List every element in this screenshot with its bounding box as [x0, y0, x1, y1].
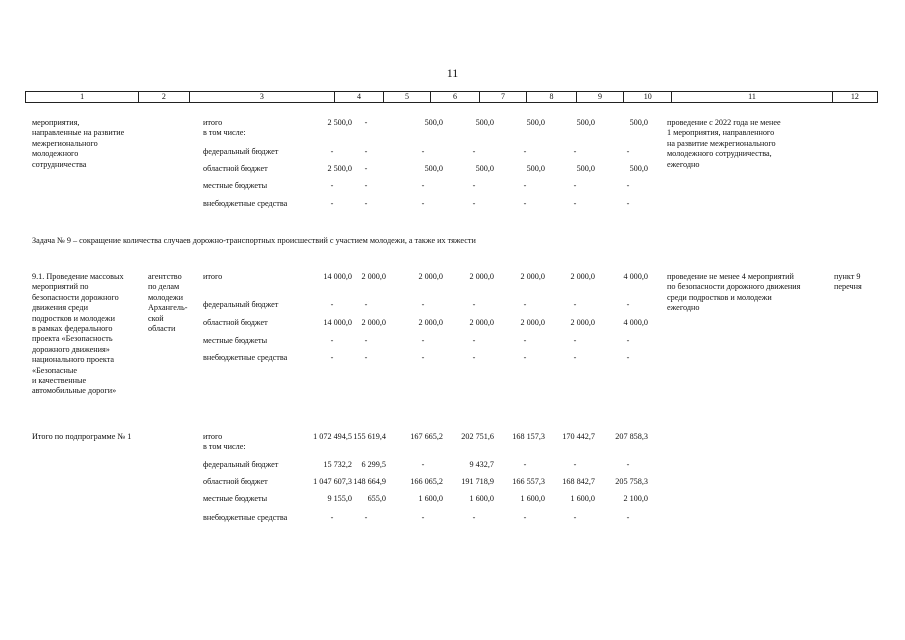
block1-row-value: - — [573, 199, 577, 208]
block2-activity-line: национального проекта — [32, 355, 115, 365]
block2-row-value: - — [330, 353, 334, 362]
block2-row-label: областной бюджет — [203, 318, 268, 327]
header-col-2: 2 — [139, 92, 189, 103]
block1-row-value: - — [364, 199, 368, 208]
block1-result-line: проведение с 2022 года не менее — [667, 118, 781, 127]
block2-activity-line: автомобильные дороги» — [32, 386, 117, 396]
block3-row-value: 9 432,7 — [469, 460, 494, 469]
block2-row-value: 14 000,0 — [323, 272, 352, 281]
block2-row-value: - — [626, 300, 630, 309]
block2-result-line: проведение не менее 4 мероприятий — [667, 272, 794, 281]
subprogram-total-title: Итого по подпрограмме № 1 — [32, 432, 132, 441]
block3-row-value: 148 664,9 — [353, 477, 386, 486]
block2-executor-line: ской — [148, 313, 164, 323]
block2-row-value: 2 000,0 — [520, 318, 545, 327]
block3-row-value: - — [421, 513, 425, 522]
block2-result-line: ежегодно — [667, 303, 700, 313]
block2-row-value: - — [626, 336, 630, 345]
block1-row-label: федеральный бюджет — [203, 147, 279, 156]
block1-activity-line: мероприятия, — [32, 118, 80, 127]
header-col-4: 4 — [335, 92, 383, 103]
block3-row-sublabel: в том числе: — [203, 442, 246, 452]
block3-row-value: - — [523, 460, 527, 469]
block1-row-value: 500,0 — [576, 164, 595, 173]
header-col-12: 12 — [832, 92, 877, 103]
block1-row-value: - — [472, 199, 476, 208]
block3-row-value: 166 065,2 — [410, 477, 443, 486]
block1-activity-line: направленные на развитие — [32, 128, 125, 138]
block1-row-value: 500,0 — [475, 164, 494, 173]
block2-row-value: 4 000,0 — [623, 272, 648, 281]
header-col-6: 6 — [431, 92, 479, 103]
block2-row-value: 2 000,0 — [418, 272, 443, 281]
block3-row-value: 9 155,0 — [327, 494, 352, 503]
block2-row-value: - — [421, 300, 425, 309]
block3-row-value: 170 442,7 — [562, 432, 595, 441]
block1-activity-line: межрегионального — [32, 138, 98, 148]
block1-row-value: 500,0 — [475, 118, 494, 127]
block2-activity-line: в рамках федерального — [32, 324, 113, 333]
block1-row-value: - — [626, 181, 630, 190]
block1-row-value: 2 500,0 — [327, 164, 352, 173]
block3-row-value: - — [364, 513, 368, 522]
block2-row-label: федеральный бюджет — [203, 300, 279, 309]
block1-activity-line: молодежного — [32, 149, 79, 159]
header-col-7: 7 — [479, 92, 527, 103]
block2-row-value: - — [472, 300, 476, 309]
block1-row-value: - — [330, 147, 334, 156]
block2-row-value: - — [330, 336, 334, 345]
block2-row-value: - — [573, 336, 577, 345]
block2-row-label: внебюджетные средства — [203, 353, 288, 362]
block2-row-value: - — [472, 336, 476, 345]
block2-activity-line: «Безопасные — [32, 365, 77, 375]
block1-row-value: - — [573, 181, 577, 190]
block2-activity-line: безопасности дорожного — [32, 292, 119, 302]
block2-activity-line: дорожного движения» — [32, 344, 110, 354]
header-col-8: 8 — [527, 92, 576, 103]
block1-row-value: 2 500,0 — [327, 118, 352, 127]
block1-row-value: - — [523, 181, 527, 190]
block1-row-value: - — [523, 199, 527, 208]
block1-row-value: - — [364, 147, 368, 156]
block1-row-value: - — [472, 181, 476, 190]
header-col-10: 10 — [624, 92, 672, 103]
block2-activity-line: мероприятий по — [32, 282, 89, 292]
block2-row-value: 2 000,0 — [520, 272, 545, 281]
block2-row-value: - — [523, 336, 527, 345]
header-col-1: 1 — [26, 92, 139, 103]
block1-row-value: - — [573, 147, 577, 156]
block1-row-value: 500,0 — [424, 164, 443, 173]
block3-row-value: 191 718,9 — [461, 477, 494, 486]
block2-activity-line: 9.1. Проведение массовых — [32, 272, 124, 281]
block1-row-value: - — [364, 118, 368, 127]
block2-row-value: - — [421, 353, 425, 362]
block3-row-value: 1 600,0 — [570, 494, 595, 503]
block3-row-label: федеральный бюджет — [203, 460, 279, 469]
block2-activity-line: движения среди — [32, 303, 88, 313]
block2-executor-line: области — [148, 324, 176, 333]
block1-result-line: на развитие межрегионального — [667, 138, 776, 148]
block1-row-value: - — [626, 199, 630, 208]
block3-row-label: итого — [203, 432, 223, 441]
block2-row-value: 14 000,0 — [323, 318, 352, 327]
page-number: 11 — [446, 66, 459, 80]
block1-row-value: 500,0 — [576, 118, 595, 127]
block2-ref-line: пункт 9 — [834, 272, 861, 281]
block3-row-value: 202 751,6 — [461, 432, 494, 441]
block3-row-value: 1 072 494,5 — [313, 432, 352, 441]
block3-row-value: 155 619,4 — [353, 432, 386, 441]
block3-row-value: - — [626, 460, 630, 469]
block3-row-value: 655,0 — [367, 494, 386, 503]
block2-row-value: 2 000,0 — [469, 272, 494, 281]
block1-row-value: 500,0 — [526, 164, 545, 173]
block2-row-label: итого — [203, 272, 223, 281]
column-number-header — [25, 91, 878, 103]
header-col-5: 5 — [383, 92, 431, 103]
block3-row-value: 1 600,0 — [520, 494, 545, 503]
block1-row-value: 500,0 — [526, 118, 545, 127]
block3-row-value: 1 600,0 — [469, 494, 494, 503]
block1-result-line: 1 мероприятия, направленного — [667, 128, 775, 138]
block3-row-value: - — [421, 460, 425, 469]
header-col-11: 11 — [672, 92, 833, 103]
block2-row-value: - — [330, 300, 334, 309]
block3-row-value: 15 732,2 — [323, 460, 352, 469]
block2-row-value: 2 000,0 — [570, 272, 595, 281]
block2-result-line: среди подростков и молодежи — [667, 292, 772, 302]
block2-row-value: 2 000,0 — [570, 318, 595, 327]
block3-row-label: местные бюджеты — [203, 494, 268, 503]
block3-row-value: 166 557,3 — [512, 477, 545, 486]
block3-row-value: 205 758,3 — [615, 477, 648, 486]
block3-row-label: внебюджетные средства — [203, 513, 288, 522]
block3-row-value: 168 157,3 — [512, 432, 545, 441]
block2-row-value: - — [364, 353, 368, 362]
block3-row-label: областной бюджет — [203, 477, 268, 486]
block2-row-value: 2 000,0 — [418, 318, 443, 327]
block1-row-value: - — [421, 199, 425, 208]
block1-row-label: итого — [203, 118, 223, 127]
block3-row-value: - — [573, 460, 577, 469]
block1-row-value: - — [330, 181, 334, 190]
block3-row-value: - — [330, 513, 334, 522]
block3-row-value: - — [573, 513, 577, 522]
block2-row-value: 2 000,0 — [361, 272, 386, 281]
block1-row-label: областной бюджет — [203, 164, 268, 173]
block2-executor-line: агентство — [148, 272, 182, 281]
block2-executor-line: молодежи — [148, 292, 183, 302]
block3-row-value: 167 665,2 — [410, 432, 443, 441]
block3-row-value: 6 299,5 — [361, 460, 386, 469]
block3-row-value: - — [523, 513, 527, 522]
block2-activity-line: подростков и молодежи — [32, 313, 115, 323]
block1-row-value: - — [364, 164, 368, 173]
block1-row-sublabel: в том числе: — [203, 128, 246, 138]
block2-result-line: по безопасности дорожного движения — [667, 282, 801, 292]
block2-row-value: 2 000,0 — [361, 318, 386, 327]
header-col-9: 9 — [576, 92, 624, 103]
block1-row-value: - — [626, 147, 630, 156]
block1-row-value: - — [364, 181, 368, 190]
block1-result-line: ежегодно — [667, 159, 700, 169]
block1-row-label: внебюджетные средства — [203, 199, 288, 208]
block1-row-value: - — [421, 147, 425, 156]
block1-row-value: - — [421, 181, 425, 190]
block2-row-value: - — [421, 336, 425, 345]
block2-row-value: - — [523, 300, 527, 309]
block1-row-value: 500,0 — [629, 164, 648, 173]
block1-row-value: - — [472, 147, 476, 156]
block3-row-value: 2 100,0 — [623, 494, 648, 503]
block3-row-value: 207 858,3 — [615, 432, 648, 441]
block3-row-value: - — [626, 513, 630, 522]
block2-row-value: - — [626, 353, 630, 362]
block3-row-value: 1 600,0 — [418, 494, 443, 503]
header-col-3: 3 — [189, 92, 335, 103]
block2-activity-line: и качественные — [32, 376, 87, 385]
block3-row-value: 1 047 607,3 — [313, 477, 352, 486]
block1-row-value: 500,0 — [424, 118, 443, 127]
block2-executor-line: по делам — [148, 282, 180, 292]
block1-result-line: молодежного сотрудничества, — [667, 149, 772, 159]
block2-row-value: - — [364, 336, 368, 345]
task9-heading: Задача № 9 – сокращение количества случаев дорожно-транспортных происшествий с участием молодежи, а также их тяжести — [32, 236, 476, 245]
block3-row-value: - — [472, 513, 476, 522]
block2-row-label: местные бюджеты — [203, 336, 268, 345]
block2-row-value: - — [364, 300, 368, 309]
block1-row-value: - — [330, 199, 334, 208]
block1-row-value: - — [523, 147, 527, 156]
block2-row-value: - — [573, 353, 577, 362]
block2-row-value: - — [523, 353, 527, 362]
block3-row-value: 168 842,7 — [562, 477, 595, 486]
block2-row-value: 2 000,0 — [469, 318, 494, 327]
block2-row-value: - — [573, 300, 577, 309]
block2-ref-line: перечня — [834, 282, 862, 292]
block2-row-value: - — [472, 353, 476, 362]
block2-activity-line: проекта «Безопасность — [32, 334, 113, 344]
block2-row-value: 4 000,0 — [623, 318, 648, 327]
block1-activity-line: сотрудничества — [32, 159, 87, 169]
block1-row-label: местные бюджеты — [203, 181, 268, 190]
block2-executor-line: Архангель- — [148, 303, 188, 313]
block1-row-value: 500,0 — [629, 118, 648, 127]
